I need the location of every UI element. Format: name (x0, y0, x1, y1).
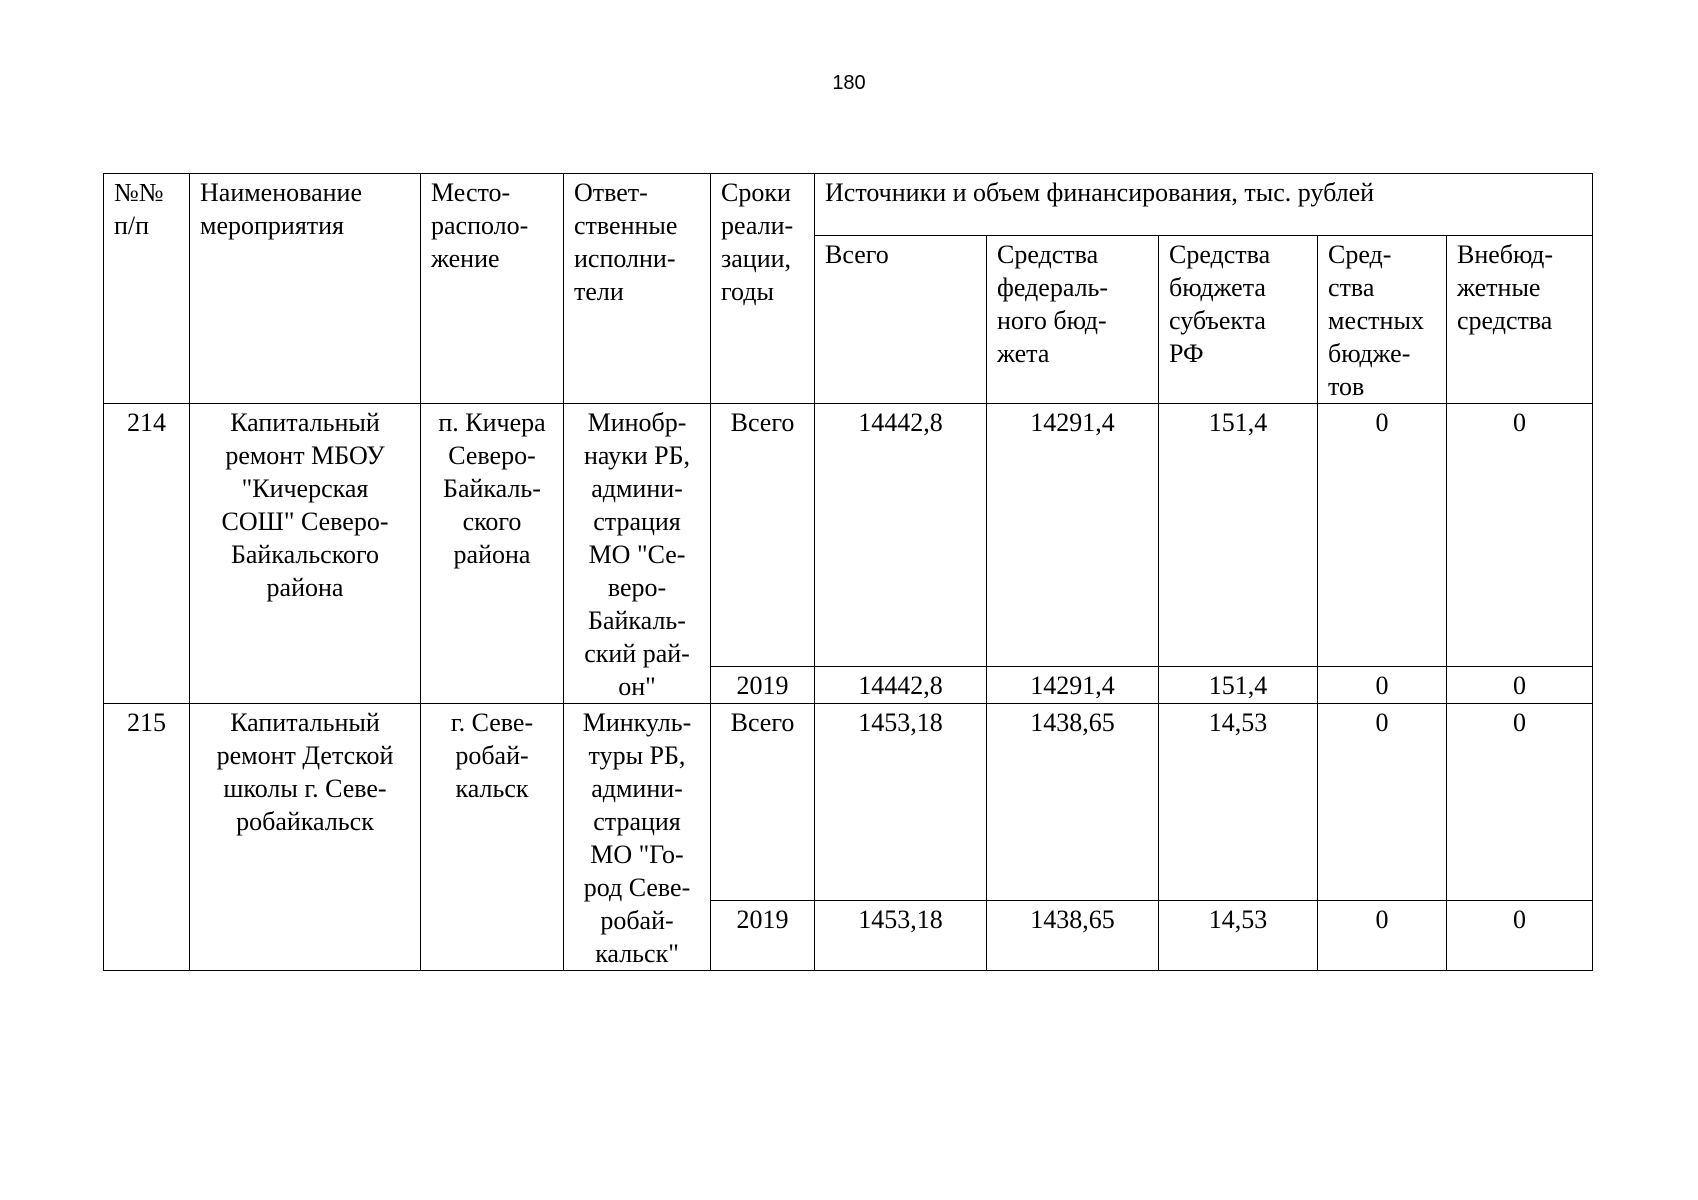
table-row (104, 704, 1593, 901)
header-name: Наименование мероприятия (190, 174, 421, 404)
row-subject: 151,4 (1159, 666, 1318, 703)
row-extra: 0 (1447, 901, 1593, 971)
row-extra: 0 (1447, 666, 1593, 703)
row-extra: 0 (1447, 704, 1593, 901)
header-sources: Источники и объем финансирования, тыс. рублей (815, 174, 1593, 236)
header-subject: Средства бюджета субъекта РФ (1159, 236, 1318, 404)
row-responsible: Минкуль- туры РБ, админи- страция МО "Го- род Севе- робай- кальск" (564, 704, 711, 971)
row-name: Капитальный ремонт Детской школы г. Севе- робайкальск (190, 704, 421, 971)
row-period: 2019 (711, 666, 815, 703)
row-total: 14442,8 (815, 666, 987, 703)
row-num: 215 (104, 704, 190, 971)
row-federal: 14291,4 (987, 404, 1159, 667)
row-location: п. Кичера Северо- Байкаль- ского района (421, 404, 564, 704)
row-period: Всего (711, 704, 815, 901)
header-location: Место- располо- жение (421, 174, 564, 404)
row-responsible: Минобр- науки РБ, админи- страция МО "Се- веро- Байкаль- ский рай- он" (564, 404, 711, 704)
row-local: 0 (1318, 704, 1447, 901)
row-federal: 1438,65 (987, 704, 1159, 901)
row-period: Всего (711, 404, 815, 667)
row-extra: 0 (1447, 404, 1593, 667)
row-period: 2019 (711, 901, 815, 971)
header-period: Сроки реали- зации, годы (711, 174, 815, 404)
row-local: 0 (1318, 404, 1447, 667)
row-subject: 151,4 (1159, 404, 1318, 667)
header-local: Сред- ства местных бюдже- тов (1318, 236, 1447, 404)
header-extra: Внебюд- жетные средства (1447, 236, 1593, 404)
row-subject: 14,53 (1159, 704, 1318, 901)
row-total: 1453,18 (815, 704, 987, 901)
row-local: 0 (1318, 666, 1447, 703)
row-subject: 14,53 (1159, 901, 1318, 971)
header-federal: Средства федераль- ного бюд- жета (987, 236, 1159, 404)
row-name: Капитальный ремонт МБОУ "Кичерская СОШ" Северо- Байкальского района (190, 404, 421, 704)
row-location: г. Севе- робай- кальск (421, 704, 564, 971)
row-federal: 1438,65 (987, 901, 1159, 971)
row-federal: 14291,4 (987, 666, 1159, 703)
financing-table (103, 173, 1593, 971)
row-total: 1453,18 (815, 901, 987, 971)
header-row (104, 174, 1593, 236)
row-local: 0 (1318, 901, 1447, 971)
header-num: №№ п/п (104, 174, 190, 404)
page-number: 180 (832, 72, 866, 94)
row-total: 14442,8 (815, 404, 987, 667)
row-num: 214 (104, 404, 190, 704)
table-row (104, 404, 1593, 667)
header-total: Всего (815, 236, 987, 404)
header-responsible: Ответ- ственные исполни- тели (564, 174, 711, 404)
